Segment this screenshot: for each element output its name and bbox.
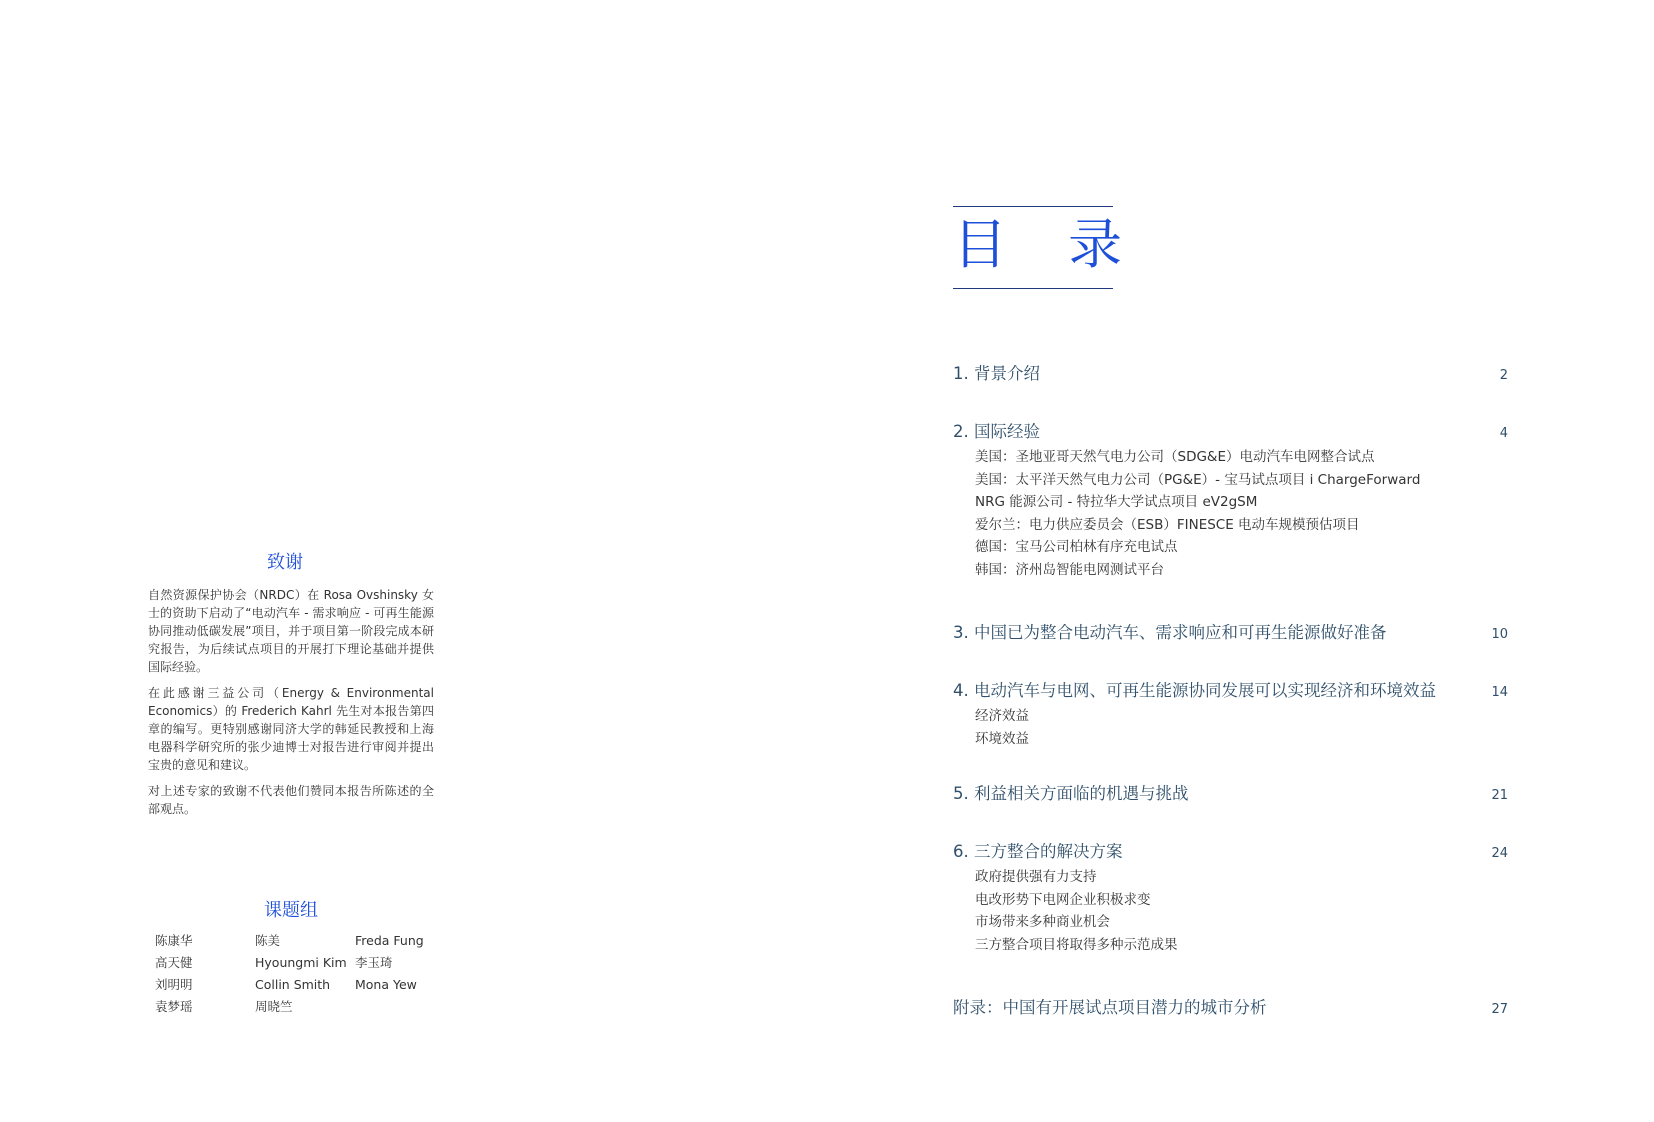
team-member: 高天健 [155,955,193,970]
toc-entry[interactable] [953,838,1508,956]
team-member: Mona Yew [355,977,417,992]
team-row [155,996,455,1018]
toc-subentry[interactable]: 三方整合项目将取得多种示范成果 [975,936,1178,953]
acknowledgement-paragraph: 在此感谢三益公司（Energy & Environmental Economics）的 Frederich Kahrl 先生对本报告第四章的编写。更特别感谢同济大学的韩延民教授和上海电器科学研究所的张少迪博士对报告进行审阅并提出宝贵的意见和建议。 [148,686,434,772]
team-row [155,974,455,996]
toc-entry[interactable] [953,360,1508,384]
team-member: 袁梦瑶 [155,999,193,1014]
team-member [355,996,455,1018]
toc-entry-page: 10 [1491,627,1508,642]
toc-entry-title[interactable]: 2. 国际经验 [953,422,1040,441]
toc-entry-page: 27 [1491,1002,1508,1017]
team-member: Collin Smith [255,977,331,992]
toc-entry-page: 21 [1491,788,1508,803]
toc-subentry[interactable]: NRG 能源公司 - 特拉华大学试点项目 eV2gSM [975,494,1258,510]
team-member: 李玉琦 [355,955,393,970]
team-row [155,952,455,974]
team-grid [155,930,455,1018]
team-member: 刘明明 [155,977,193,992]
toc-entry-title[interactable]: 3. 中国已为整合电动汽车、需求响应和可再生能源做好准备 [953,623,1387,642]
toc-heading-rule-top [953,206,1113,207]
team-title: 课题组 [264,900,318,921]
toc-subentries [953,866,1508,956]
team-member: Freda Fung [355,933,424,948]
toc-entry-title[interactable]: 1. 背景介绍 [953,364,1040,383]
toc-entry[interactable] [953,619,1508,643]
toc-subentry[interactable]: 美国：圣地亚哥天然气电力公司（SDG&E）电动汽车电网整合试点 [975,449,1375,465]
toc-entry-title[interactable]: 4. 电动汽车与电网、可再生能源协同发展可以实现经济和环境效益 [953,681,1436,700]
toc-entry[interactable] [953,677,1508,750]
team-row [155,930,455,952]
toc-subentry[interactable]: 美国：太平洋天然气电力公司（PG&E）- 宝马试点项目 i ChargeForward [975,471,1421,488]
toc-subentries [953,446,1508,581]
toc-subentry[interactable]: 爱尔兰：电力供应委员会（ESB）FINESCE 电动车规模预估项目 [975,516,1360,533]
toc-subentry[interactable]: 经济效益 [975,708,1029,724]
acknowledgement-body [148,586,434,826]
toc-entry-page: 14 [1491,685,1508,700]
toc-subentry[interactable]: 德国：宝马公司柏林有序充电试点 [975,539,1178,555]
toc-entry-title[interactable]: 5. 利益相关方面临的机遇与挑战 [953,784,1189,803]
toc-entry[interactable] [953,780,1508,804]
toc-entry-title[interactable]: 6. 三方整合的解决方案 [953,842,1123,861]
team-member: Hyoungmi Kim [255,955,347,970]
toc-entry[interactable] [953,418,1508,581]
toc-subentries [953,705,1508,750]
toc-subentry[interactable]: 电改形势下电网企业积极求变 [975,891,1151,908]
team-member: 陈康华 [155,933,193,948]
acknowledgement-paragraph: 自然资源保护协会（NRDC）在 Rosa Ovshinsky 女士的资助下启动了“电动汽车 - 需求响应 - 可再生能源协同推动低碳发展”项目，并于项目第一阶段完成本研究报告，为后续试点项目的开展打下理论基础并提供国际经验。 [148,588,434,674]
team-member: 周晓竺 [255,999,293,1014]
toc-subentry[interactable]: 环境效益 [975,730,1029,747]
team-member: 陈美 [255,933,281,948]
toc-entry-title[interactable]: 附录：中国有开展试点项目潜力的城市分析 [953,998,1267,1017]
toc-entry-page: 4 [1499,426,1508,441]
toc-entry[interactable] [953,994,1508,1018]
toc-heading-rule-bottom [953,288,1113,289]
toc-subentry[interactable]: 韩国：济州岛智能电网测试平台 [975,561,1164,578]
toc-entry-page: 2 [1499,368,1508,383]
acknowledgement-paragraph: 对上述专家的致谢不代表他们赞同本报告所陈述的全部观点。 [148,784,434,816]
acknowledgement-title: 致谢 [267,552,303,573]
toc-heading: 目 录 [953,213,1145,276]
toc-subentry[interactable]: 市场带来多种商业机会 [975,914,1110,930]
toc-subentry[interactable]: 政府提供强有力支持 [975,869,1097,885]
toc-entry-page: 24 [1491,846,1508,861]
